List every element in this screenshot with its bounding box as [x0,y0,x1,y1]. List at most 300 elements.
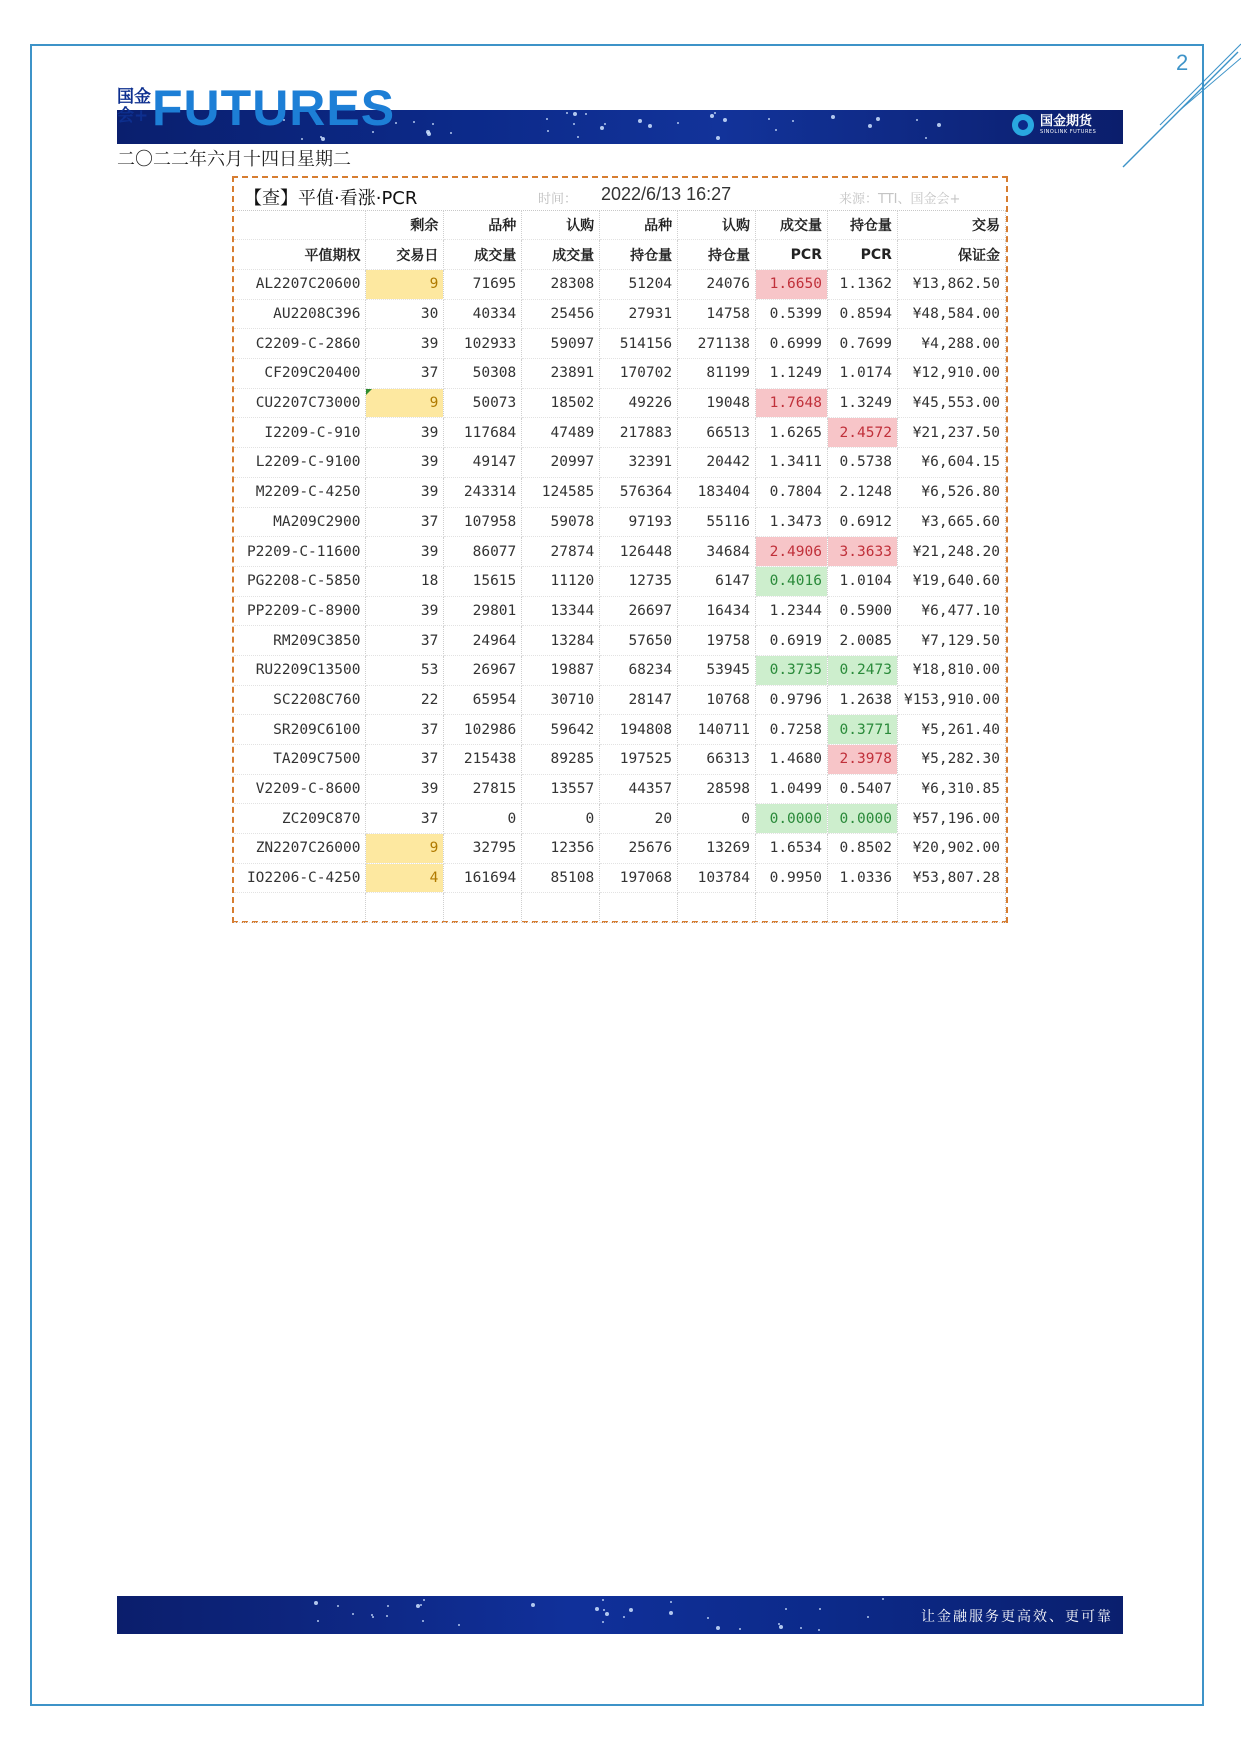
empty-row [234,893,1006,923]
cell-call-oi: 24076 [678,270,756,300]
column-header: 成交量 [444,240,522,270]
empty-cell [444,893,522,923]
band-star [716,136,720,140]
footer-slogan: 让金融服务更高效、更可靠 [921,1609,1113,1625]
cell-vpcr: 1.6534 [756,834,828,864]
cell-call-vol: 85108 [522,863,600,893]
cell-call-vol: 23891 [522,359,600,389]
column-header: 品种 [600,210,678,240]
cell-opcr: 3.3633 [827,537,897,567]
column-header: 交易日 [366,240,444,270]
band-star [566,112,568,114]
cell-vol: 0 [444,804,522,834]
cell-days: 22 [366,685,444,715]
band-star [573,112,577,116]
cell-days: 37 [366,359,444,389]
cell-days: 37 [366,745,444,775]
column-header: PCR [756,240,828,270]
table-row [234,566,1006,596]
band-star [670,1601,672,1603]
band-star [595,1607,599,1611]
cell-vol: 102986 [444,715,522,745]
band-star [768,118,770,120]
band-star [605,1612,609,1616]
cell-code: CU2207C73000 [234,388,366,418]
cell-vpcr: 1.0499 [756,774,828,804]
column-header: 持仓量 [600,240,678,270]
logo-cn-text: 国金期货 [1040,113,1093,129]
column-header: 成交量 [756,210,828,240]
cell-call-vol: 25456 [522,299,600,329]
cell-oi: 197068 [600,863,678,893]
column-header: 成交量 [522,240,600,270]
cell-oi: 32391 [600,448,678,478]
cell-days: 9 [366,270,444,300]
cell-margin: ¥20,902.00 [897,834,1005,864]
cell-call-vol: 59642 [522,715,600,745]
band-star [779,1625,783,1629]
cell-oi: 12735 [600,566,678,596]
cell-opcr: 2.3978 [827,745,897,775]
cell-vpcr: 0.4016 [756,566,828,596]
cell-call-oi: 81199 [678,359,756,389]
cell-code: AL2207C20600 [234,270,366,300]
cell-call-vol: 18502 [522,388,600,418]
table-row [234,834,1006,864]
cell-days: 4 [366,863,444,893]
cell-vpcr: 0.7258 [756,715,828,745]
band-star [420,1604,422,1606]
table-row [234,685,1006,715]
cell-margin: ¥5,261.40 [897,715,1005,745]
table-row [234,507,1006,537]
column-header: 品种 [444,210,522,240]
cell-margin: ¥48,584.00 [897,299,1005,329]
cell-opcr: 1.0336 [827,863,897,893]
band-star [937,123,941,127]
band-star [321,137,325,141]
cell-opcr: 2.1248 [827,477,897,507]
band-star [573,123,575,125]
column-header: 认购 [522,210,600,240]
cell-oi: 576364 [600,477,678,507]
cell-call-vol: 59097 [522,329,600,359]
band-star [868,124,872,128]
table-row [234,270,1006,300]
cell-oi: 26697 [600,596,678,626]
band-star [603,1609,605,1611]
band-star [775,129,777,131]
band-star [337,1605,339,1607]
sinolink-logo-icon [1012,114,1034,136]
band-star [916,119,918,121]
page-number: 2 [1176,50,1189,75]
cell-days: 39 [366,537,444,567]
table-row [234,388,1006,418]
cell-opcr: 0.5407 [827,774,897,804]
column-header: 持仓量 [678,240,756,270]
table-row [234,804,1006,834]
cell-vpcr: 1.2344 [756,596,828,626]
cell-margin: ¥12,910.00 [897,359,1005,389]
band-star [546,118,548,120]
cell-code: SR209C6100 [234,715,366,745]
cell-call-vol: 124585 [522,477,600,507]
empty-cell [234,893,366,923]
cell-days: 53 [366,655,444,685]
band-star [602,1599,604,1601]
band-star [387,1605,389,1607]
cell-vol: 71695 [444,270,522,300]
table-row [234,863,1006,893]
cell-call-oi: 140711 [678,715,756,745]
table-row [234,745,1006,775]
cell-call-oi: 6147 [678,566,756,596]
cell-days: 9 [366,388,444,418]
cell-margin: ¥21,237.50 [897,418,1005,448]
cell-opcr: 1.0104 [827,566,897,596]
table-body [234,270,1006,923]
band-star [395,122,397,124]
table-row [234,299,1006,329]
column-header: 认购 [678,210,756,240]
column-header [234,210,366,240]
cell-code: L2209-C-9100 [234,448,366,478]
cell-vol: 107958 [444,507,522,537]
cell-margin: ¥53,807.28 [897,863,1005,893]
cell-code: PG2208-C-5850 [234,566,366,596]
band-star [423,1599,425,1601]
cell-vol: 86077 [444,537,522,567]
cell-oi: 197525 [600,745,678,775]
pcr-table [234,210,1006,923]
cell-call-vol: 19887 [522,655,600,685]
band-star [585,113,587,115]
cell-margin: ¥13,862.50 [897,270,1005,300]
cell-call-vol: 13557 [522,774,600,804]
cell-call-oi: 103784 [678,863,756,893]
cell-call-oi: 53945 [678,655,756,685]
empty-cell [600,893,678,923]
column-header: 持仓量 [827,210,897,240]
cell-opcr: 0.5900 [827,596,897,626]
cell-code: IO2206-C-4250 [234,863,366,893]
table-row [234,418,1006,448]
cell-code: CF209C20400 [234,359,366,389]
table-row [234,477,1006,507]
cell-code: TA209C7500 [234,745,366,775]
time-label: 时间： [538,192,578,207]
cell-oi: 194808 [600,715,678,745]
cell-margin: ¥4,288.00 [897,329,1005,359]
band-star [629,1608,633,1612]
cell-vol: 215438 [444,745,522,775]
cell-opcr: 1.3249 [827,388,897,418]
cell-vpcr: 0.7804 [756,477,828,507]
band-star [867,1616,869,1618]
cell-days: 18 [366,566,444,596]
cell-vol: 26967 [444,655,522,685]
cell-vpcr: 0.5399 [756,299,828,329]
table-row [234,655,1006,685]
cell-call-oi: 13269 [678,834,756,864]
cell-call-vol: 13284 [522,626,600,656]
cell-vol: 15615 [444,566,522,596]
band-star [638,119,642,123]
footer-band [117,1596,1123,1634]
sheet-title: 【查】平值·看涨·PCR [244,188,418,209]
cell-call-oi: 271138 [678,329,756,359]
cell-vpcr: 1.3473 [756,507,828,537]
cell-margin: ¥3,665.60 [897,507,1005,537]
cell-oi: 57650 [600,626,678,656]
cell-days: 39 [366,418,444,448]
band-star [577,136,579,138]
cell-call-oi: 16434 [678,596,756,626]
cell-code: AU2208C396 [234,299,366,329]
cell-vol: 102933 [444,329,522,359]
band-star [432,123,434,125]
band-star [716,1626,720,1630]
cell-call-vol: 11120 [522,566,600,596]
cell-call-oi: 34684 [678,537,756,567]
cell-call-vol: 89285 [522,745,600,775]
header-row-top [234,210,1006,240]
band-star [547,130,549,132]
cell-call-oi: 28598 [678,774,756,804]
cell-vol: 50308 [444,359,522,389]
cell-code: P2209-C-11600 [234,537,366,567]
cell-vol: 117684 [444,418,522,448]
column-header: 剩余 [366,210,444,240]
cell-oi: 51204 [600,270,678,300]
empty-cell [897,893,1005,923]
cell-code: M2209-C-4250 [234,477,366,507]
band-star [669,1611,673,1615]
cell-call-vol: 13344 [522,596,600,626]
pcr-spreadsheet [232,176,1008,923]
cell-code: RM209C3850 [234,626,366,656]
cell-code: RU2209C13500 [234,655,366,685]
band-star [317,1620,319,1622]
column-header: 交易 [897,210,1005,240]
band-star [372,1616,374,1618]
report-date: 二〇二二年六月十四日星期二 [117,149,351,170]
cell-opcr: 2.0085 [827,626,897,656]
cell-oi: 25676 [600,834,678,864]
band-star [831,115,835,119]
band-star [925,137,927,139]
cell-margin: ¥18,810.00 [897,655,1005,685]
column-header: 保证金 [897,240,1005,270]
table-row [234,359,1006,389]
cell-margin: ¥7,129.50 [897,626,1005,656]
cell-call-oi: 183404 [678,477,756,507]
cell-opcr: 0.0000 [827,804,897,834]
cell-vol: 161694 [444,863,522,893]
cell-vol: 29801 [444,596,522,626]
cell-days: 39 [366,448,444,478]
band-star [677,122,679,124]
cell-margin: ¥153,910.00 [897,685,1005,715]
band-star [876,117,880,121]
cell-days: 9 [366,834,444,864]
cell-code: MA209C2900 [234,507,366,537]
cell-days: 37 [366,626,444,656]
cell-call-oi: 55116 [678,507,756,537]
band-star [458,1624,460,1626]
cell-opcr: 1.2638 [827,685,897,715]
cell-vol: 27815 [444,774,522,804]
cell-vpcr: 0.9796 [756,685,828,715]
cell-vol: 49147 [444,448,522,478]
cell-vpcr: 1.7648 [756,388,828,418]
cell-margin: ¥6,477.10 [897,596,1005,626]
cell-call-vol: 30710 [522,685,600,715]
cell-margin: ¥21,248.20 [897,537,1005,567]
band-star [818,1629,820,1631]
cell-code: C2209-C-2860 [234,329,366,359]
cell-opcr: 0.5738 [827,448,897,478]
cell-call-vol: 47489 [522,418,600,448]
empty-cell [522,893,600,923]
cell-vpcr: 2.4906 [756,537,828,567]
cell-call-oi: 66313 [678,745,756,775]
band-star [785,1608,787,1610]
cell-opcr: 1.0174 [827,359,897,389]
cell-margin: ¥5,282.30 [897,745,1005,775]
cell-oi: 97193 [600,507,678,537]
cell-vpcr: 1.6650 [756,270,828,300]
cell-days: 39 [366,477,444,507]
table-row [234,448,1006,478]
cell-vol: 243314 [444,477,522,507]
cell-margin: ¥19,640.60 [897,566,1005,596]
cell-code: I2209-C-910 [234,418,366,448]
cell-code: ZC209C870 [234,804,366,834]
empty-cell [827,893,897,923]
cell-vpcr: 0.6919 [756,626,828,656]
time-value: 2022/6/13 16:27 [601,184,732,204]
empty-cell [678,893,756,923]
cell-margin: ¥45,553.00 [897,388,1005,418]
band-star [531,1603,535,1607]
cell-margin: ¥6,310.85 [897,774,1005,804]
cell-vpcr: 0.3735 [756,655,828,685]
source-note: 来源：TTI、国金会+ [839,192,961,207]
cell-code: V2209-C-8600 [234,774,366,804]
cell-oi: 217883 [600,418,678,448]
band-star [714,112,716,114]
cell-vpcr: 1.4680 [756,745,828,775]
table-row [234,596,1006,626]
cell-call-vol: 28308 [522,270,600,300]
band-star [604,123,606,125]
band-star [352,1613,354,1615]
column-header: PCR [827,240,897,270]
cell-opcr: 0.7699 [827,329,897,359]
cell-code: PP2209-C-8900 [234,596,366,626]
cell-oi: 514156 [600,329,678,359]
cell-days: 30 [366,299,444,329]
band-star [314,1601,318,1605]
band-star [413,121,415,123]
cell-oi: 68234 [600,655,678,685]
table-row [234,626,1006,656]
cell-vol: 40334 [444,299,522,329]
cell-vpcr: 1.1249 [756,359,828,389]
cell-oi: 20 [600,804,678,834]
cell-call-oi: 19048 [678,388,756,418]
logo-en-text: SINOLINK FUTURES [1040,128,1097,135]
band-star [739,1628,741,1630]
band-star [602,1621,604,1623]
sinolink-logo [1012,114,1096,136]
table-row [234,715,1006,745]
band-star [427,132,431,136]
cell-oi: 44357 [600,774,678,804]
cell-vpcr: 1.6265 [756,418,828,448]
band-star [710,114,714,118]
cell-vol: 65954 [444,685,522,715]
cell-days: 37 [366,715,444,745]
cell-vol: 24964 [444,626,522,656]
cell-code: ZN2207C26000 [234,834,366,864]
band-star [792,120,794,122]
band-star [882,1598,884,1600]
cell-call-oi: 19758 [678,626,756,656]
band-star [819,1608,821,1610]
cell-opcr: 0.3771 [827,715,897,745]
header-row-bottom [234,240,1006,270]
cell-call-vol: 0 [522,804,600,834]
empty-cell [756,893,828,923]
cell-oi: 49226 [600,388,678,418]
cell-call-vol: 59078 [522,507,600,537]
cell-comment-marker [366,389,372,395]
cell-opcr: 0.8594 [827,299,897,329]
cell-days: 39 [366,596,444,626]
cell-days: 39 [366,329,444,359]
cell-oi: 170702 [600,359,678,389]
cell-call-vol: 27874 [522,537,600,567]
table-row [234,329,1006,359]
cell-code: SC2208C760 [234,685,366,715]
cell-vol: 32795 [444,834,522,864]
corner-decoration [1120,40,1241,170]
cell-oi: 27931 [600,299,678,329]
band-star [386,1615,388,1617]
cell-opcr: 1.1362 [827,270,897,300]
table-row [234,774,1006,804]
cell-opcr: 0.6912 [827,507,897,537]
cell-margin: ¥6,604.15 [897,448,1005,478]
cell-oi: 28147 [600,685,678,715]
cell-days: 39 [366,774,444,804]
band-star [422,1620,424,1622]
cell-opcr: 2.4572 [827,418,897,448]
cell-margin: ¥6,526.80 [897,477,1005,507]
cell-days: 37 [366,804,444,834]
band-star [600,126,604,130]
cell-margin: ¥57,196.00 [897,804,1005,834]
table-row [234,537,1006,567]
cell-call-oi: 20442 [678,448,756,478]
cell-vol: 50073 [444,388,522,418]
cell-call-vol: 20997 [522,448,600,478]
cell-opcr: 0.2473 [827,655,897,685]
cell-call-oi: 10768 [678,685,756,715]
